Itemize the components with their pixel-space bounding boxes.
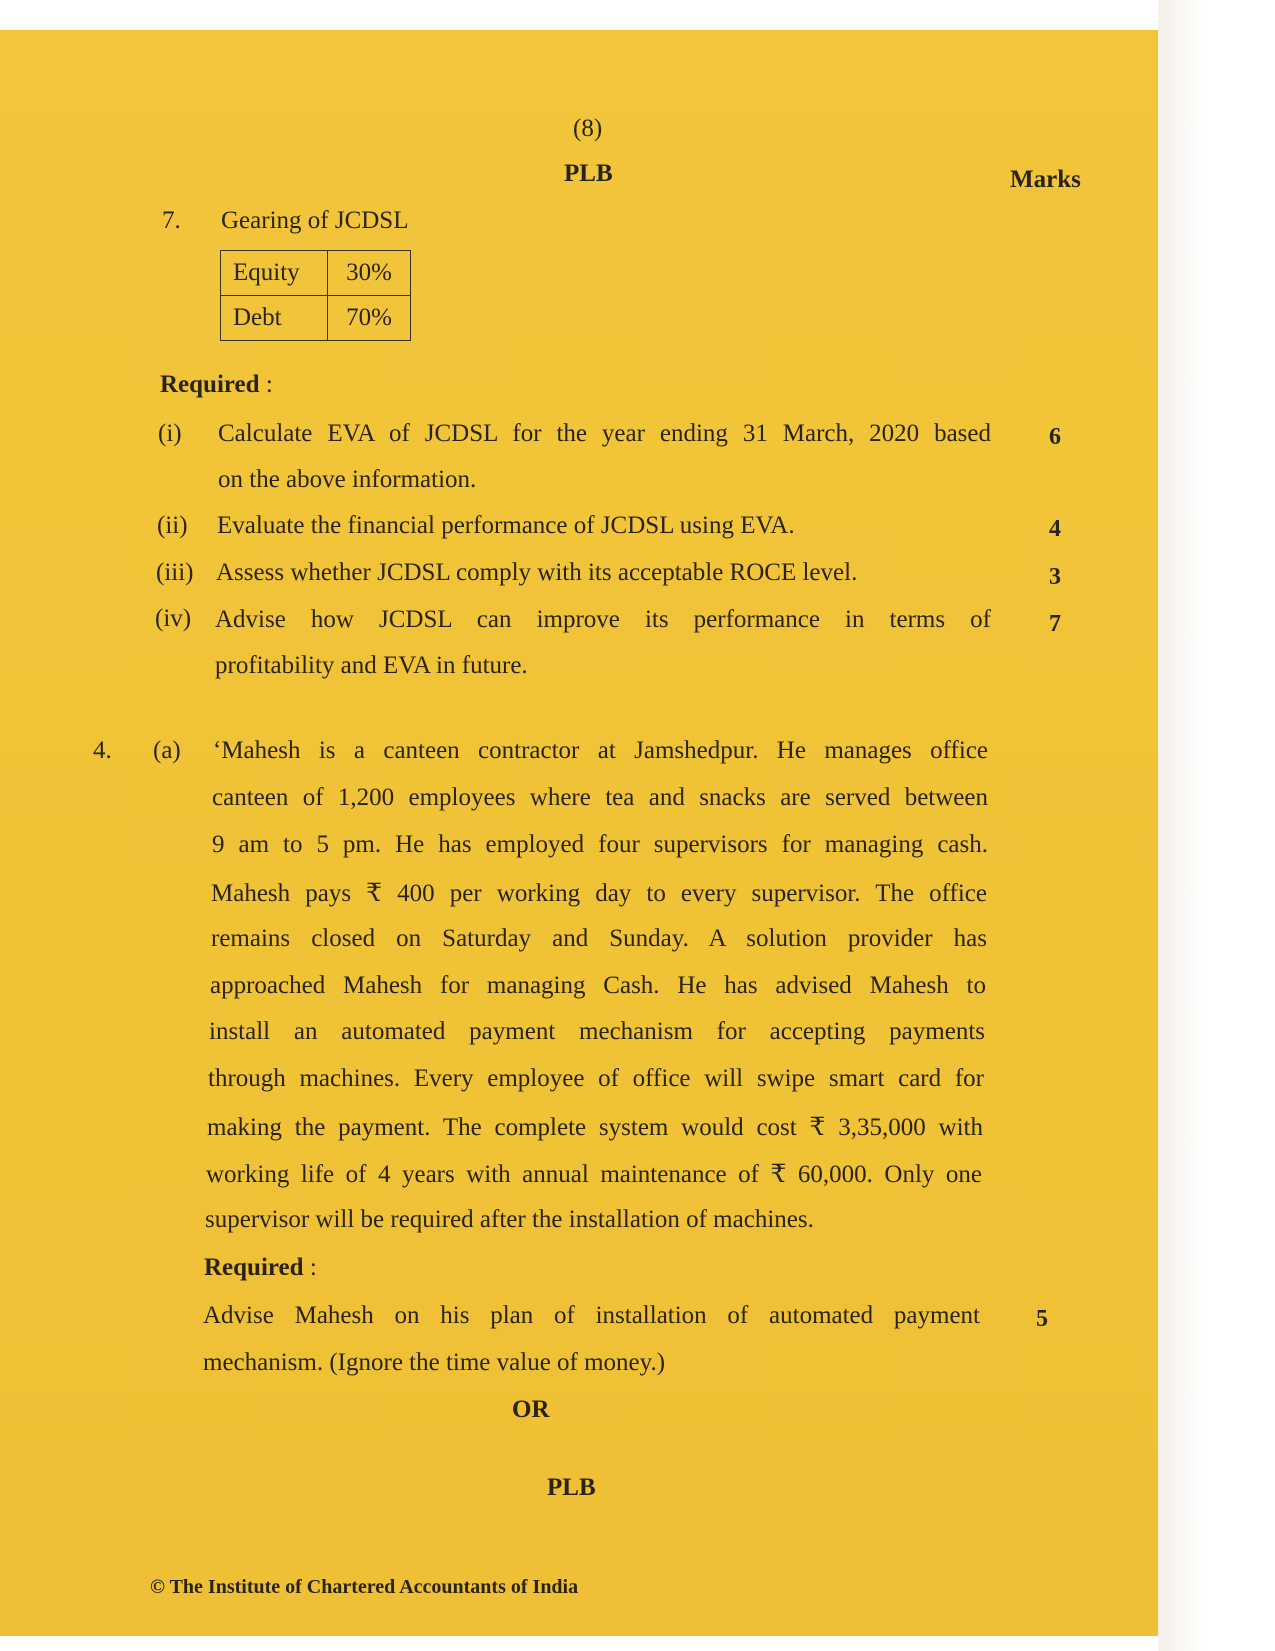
q4-required-line-2: mechanism. (Ignore the time value of money.) [203, 1349, 666, 1376]
q4-line-1: ‘Mahesh is a canteen contractor at Jamshedpur. He manages office [213, 737, 988, 764]
item-iv-line-2: profitability and EVA in future. [215, 652, 528, 679]
footer-code: PLB [547, 1474, 596, 1501]
item-i-number: (i) [158, 420, 182, 447]
marks-heading: Marks [1010, 166, 1081, 193]
debt-value: 70% [328, 296, 411, 341]
table-row [221, 251, 411, 296]
item-iii-number: (iii) [156, 559, 194, 586]
q4-required-colon: : [309, 1254, 317, 1281]
q4-line-11: supervisor will be required after the installation of machines. [205, 1206, 814, 1233]
q4-required-label: Required [204, 1254, 304, 1281]
item-i-marks: 6 [1049, 424, 1061, 450]
item7-number: 7. [162, 207, 181, 234]
q4-line-4: Mahesh pays ₹ 400 per working day to every supervisor. The office [211, 880, 987, 907]
q4-line-8: through machines. Every employee of office will swipe smart card for [208, 1065, 984, 1092]
item-iv-marks: 7 [1049, 611, 1061, 637]
q4-line-9: making the payment. The complete system would cost ₹ 3,35,000 with [207, 1114, 983, 1141]
item-ii-marks: 4 [1049, 516, 1061, 542]
q4-line-10: working life of 4 years with annual maintenance of ₹ 60,000. Only one [206, 1161, 982, 1188]
q4-line-6: approached Mahesh for managing Cash. He has advised Mahesh to [210, 972, 986, 999]
gearing-table [220, 250, 411, 341]
item-ii-number: (ii) [157, 512, 188, 539]
item-iii-line-1: Assess whether JCDSL comply with its acceptable ROCE level. [216, 559, 858, 586]
item-i-line-1: Calculate EVA of JCDSL for the year ending 31 March, 2020 based [218, 420, 991, 447]
equity-value: 30% [328, 251, 411, 296]
q4-line-3: 9 am to 5 pm. He has employed four supervisors for managing cash. [212, 831, 988, 858]
or-separator: OR [512, 1396, 550, 1423]
header-code: PLB [564, 160, 613, 187]
q4-line-2: canteen of 1,200 employees where tea and snacks are served between [212, 784, 988, 811]
copyright-notice: © The Institute of Chartered Accountants of India [150, 1576, 579, 1598]
item-i-line-2: on the above information. [218, 466, 477, 493]
required-label: Required [160, 371, 260, 398]
q4-required-heading [204, 1254, 317, 1282]
q4-required-marks: 5 [1036, 1306, 1048, 1332]
q4-required-line-1: Advise Mahesh on his plan of installation of automated payment [203, 1302, 980, 1329]
q4-number: 4. [93, 737, 112, 764]
required-colon: : [265, 371, 273, 398]
page-number: (8) [573, 115, 603, 142]
item-iv-line-1: Advise how JCDSL can improve its performance in terms of [215, 606, 991, 633]
q4-line-7: install an automated payment mechanism for accepting payments [209, 1018, 985, 1045]
item-iv-number: (iv) [155, 605, 192, 632]
item-iii-marks: 3 [1049, 564, 1061, 590]
q4-part: (a) [153, 737, 181, 764]
item7-title: Gearing of JCDSL [221, 207, 409, 234]
scan-margin [1158, 0, 1275, 1651]
item-ii-line-1: Evaluate the financial performance of JCDSL using EVA. [217, 512, 795, 539]
required-heading [160, 371, 273, 399]
q4-line-5: remains closed on Saturday and Sunday. A solution provider has [211, 925, 987, 952]
debt-label: Debt [221, 296, 328, 341]
table-row [221, 296, 411, 341]
equity-label: Equity [221, 251, 328, 296]
